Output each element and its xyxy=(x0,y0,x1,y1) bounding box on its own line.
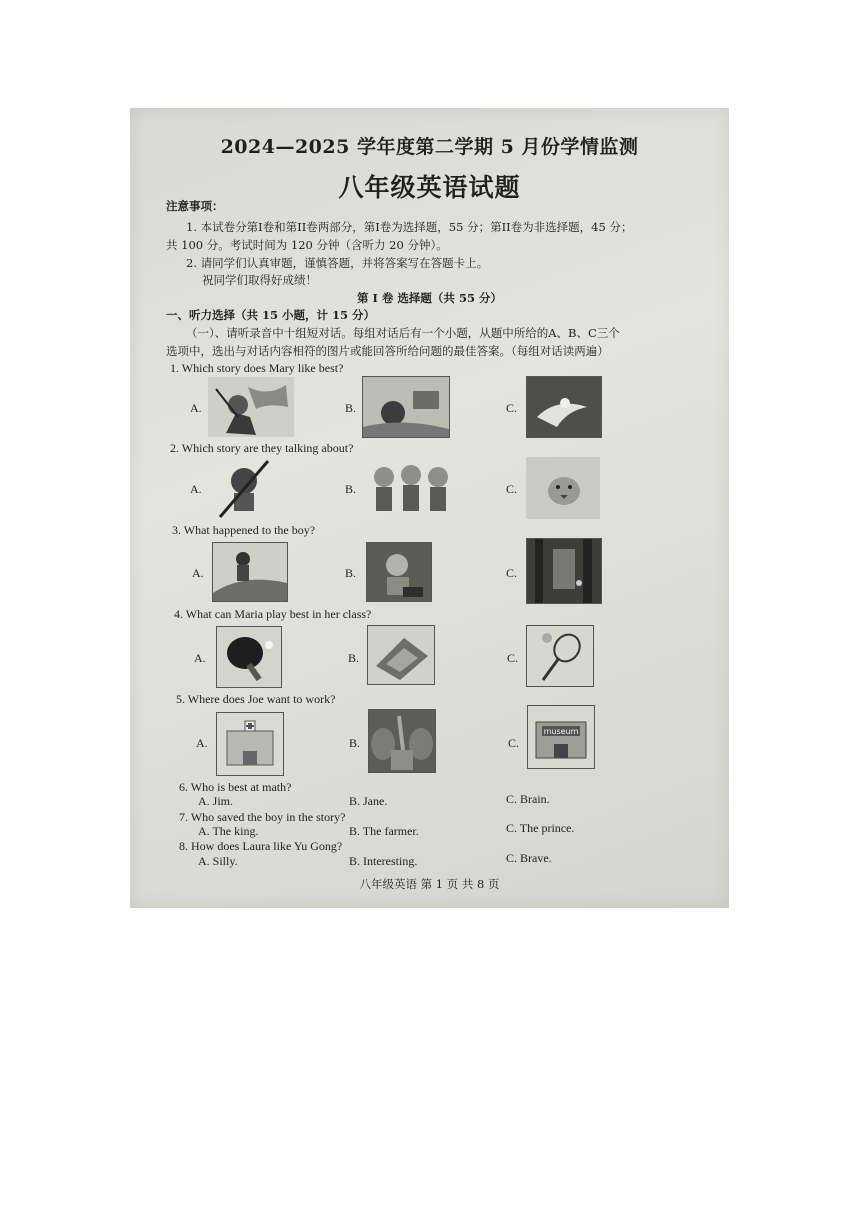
instructions-line-1: （一）、请听录音中十组短对话。每组对话后有一个小题，从题中所给的A、B、C三个 xyxy=(186,326,620,340)
q8-option-c: C. Brave. xyxy=(506,851,552,865)
notes-line-2: 2. 请同学们认真审题，谨慎答题，并将答案写在答题卡上。 xyxy=(186,256,489,270)
tennis-racket-icon xyxy=(526,625,594,687)
question-5-text: 5. Where does Joe want to work? xyxy=(176,692,336,706)
q2-option-a-label: A. xyxy=(190,482,202,496)
q8-option-b: B. Interesting. xyxy=(349,854,418,868)
q6-option-a: A. Jim. xyxy=(198,794,234,808)
exam-page xyxy=(130,108,729,908)
monkey-staff-icon xyxy=(210,457,278,519)
q1-option-c-label: C. xyxy=(506,401,518,415)
notes-heading: 注意事项： xyxy=(166,199,224,213)
q2-option-b-label: B. xyxy=(345,482,357,496)
question-2-text: 2. Which story are they talking about? xyxy=(170,441,354,455)
notes-line-1: 1. 本试卷分第I卷和第II卷两部分，第I卷为选择题，55 分；第II卷为非选择题，45 分； xyxy=(186,220,633,234)
q2-option-c-label: C. xyxy=(506,482,518,496)
ping-pong-icon xyxy=(216,626,282,688)
q8-option-a: A. Silly. xyxy=(198,854,238,868)
question-7-text: 7. Who saved the boy in the story? xyxy=(179,810,346,824)
monkey-king-icon xyxy=(208,377,294,437)
three-pigs-icon xyxy=(368,457,454,519)
exam-subtitle: 八年级英语试题 xyxy=(338,173,521,202)
q1-option-a-label: A. xyxy=(190,401,202,415)
q7-option-b: B. The farmer. xyxy=(349,824,419,838)
fairy-flying-icon xyxy=(526,376,602,438)
chess-board-icon xyxy=(367,625,435,685)
museum-icon xyxy=(527,705,595,769)
dark-forest-icon xyxy=(526,538,602,604)
notes-line-3: 祝同学们取得好成绩！ xyxy=(202,273,317,287)
listening-section-heading: 一、听力选择（共 15 小题，计 15 分） xyxy=(166,308,376,322)
duckling-icon xyxy=(526,457,600,519)
question-1-text: 1. Which story does Mary like best? xyxy=(170,361,344,375)
q5-option-a-label: A. xyxy=(196,736,208,750)
q3-option-c-label: C. xyxy=(506,566,518,580)
q4-option-c-label: C. xyxy=(507,651,519,665)
hospital-icon xyxy=(216,712,284,776)
q7-option-c: C. The prince. xyxy=(506,821,575,835)
sad-boy-icon xyxy=(366,542,432,602)
q3-option-b-label: B. xyxy=(345,566,357,580)
q6-option-c: C. Brain. xyxy=(506,792,550,806)
question-6-text: 6. Who is best at math? xyxy=(179,780,292,794)
q1-option-b-label: B. xyxy=(345,401,357,415)
q4-option-b-label: B. xyxy=(348,651,360,665)
boy-falling-icon xyxy=(212,542,288,602)
question-8-text: 8. How does Laura like Yu Gong? xyxy=(179,839,343,853)
question-3-text: 3. What happened to the boy? xyxy=(172,523,316,537)
q5-option-c-label: C. xyxy=(508,736,520,750)
q4-option-a-label: A. xyxy=(194,651,206,665)
q7-option-a: A. The king. xyxy=(198,824,259,838)
exam-title: 2024—2025 学年度第二学期 5 月份学情监测 xyxy=(220,136,639,158)
notes-line-1b: 共 100 分。考试时间为 120 分钟（含听力 20 分钟）。 xyxy=(166,238,448,252)
q5-option-b-label: B. xyxy=(349,736,361,750)
instructions-line-2: 选项中，选出与对话内容相符的图片或能回答所给问题的最佳答案。（每组对话读两遍） xyxy=(166,344,609,358)
page-footer: 八年级英语 第 1 页 共 8 页 xyxy=(359,877,500,891)
monkey-palace-icon xyxy=(362,376,450,438)
zoo-icon xyxy=(368,709,436,773)
question-4-text: 4. What can Maria play best in her class? xyxy=(174,607,372,621)
part1-heading: 第 I 卷 选择题（共 55 分） xyxy=(357,291,502,305)
museum-sign-label: museum xyxy=(543,727,579,736)
q6-option-b: B. Jane. xyxy=(349,794,388,808)
q3-option-a-label: A. xyxy=(192,566,204,580)
